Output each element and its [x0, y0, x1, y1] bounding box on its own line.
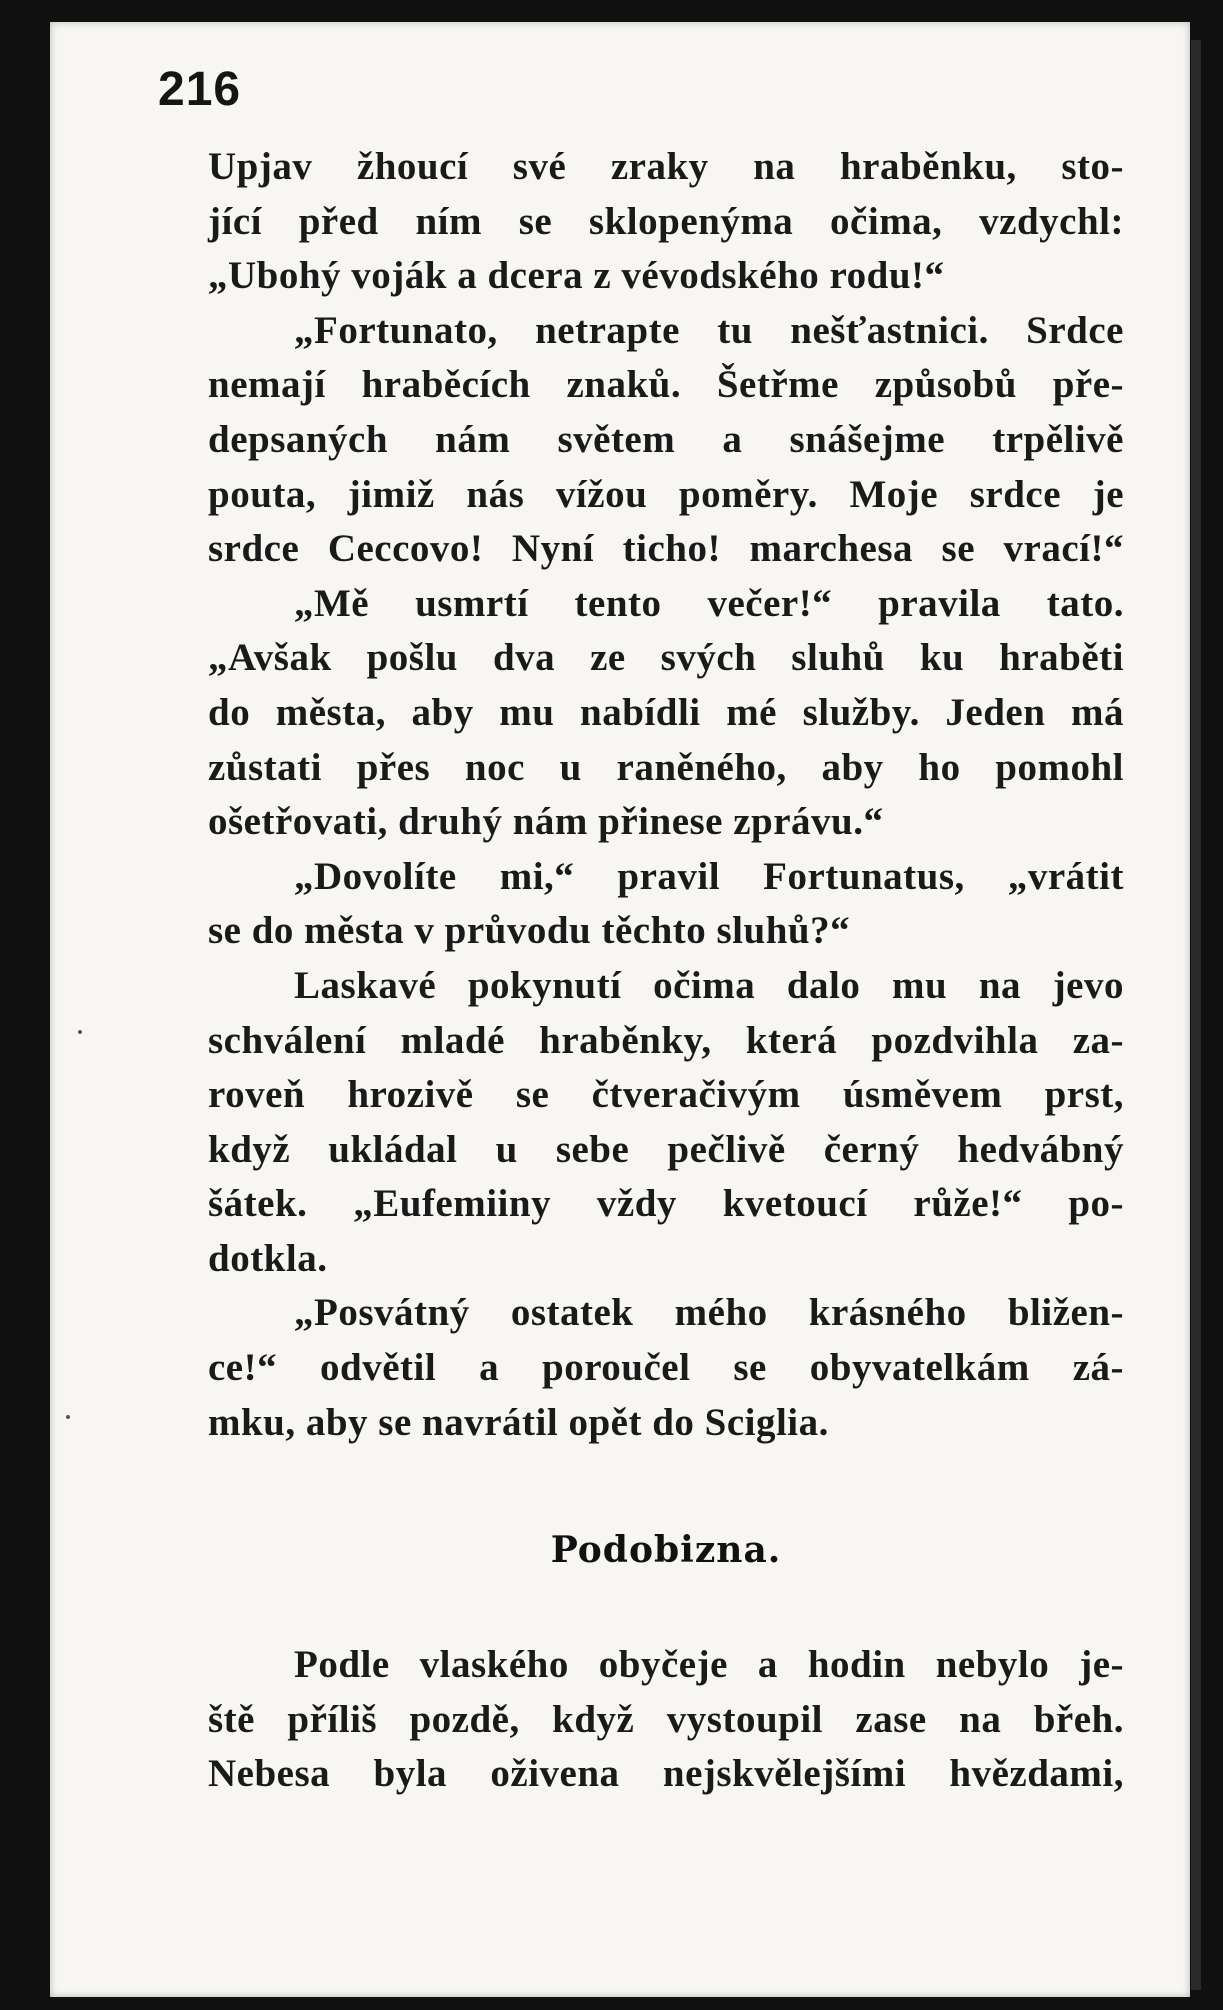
- text-line: Laskavé pokynutí očima dalo mu na jevo: [294, 963, 1124, 1007]
- text-line: mku, aby se navrátil opět do Sciglia.: [208, 1400, 829, 1444]
- text-line: jící před ním se sklopenýma očima, vzdychl:: [208, 199, 1124, 243]
- text-line: nemají hraběcích znaků. Šetřme způsobů pře-: [208, 363, 1124, 407]
- text-line: „Posvátný ostatek mého krásného bližen-: [294, 1291, 1124, 1335]
- dust-speck: [66, 1415, 70, 1419]
- dust-speck: [78, 1030, 82, 1034]
- text-line: pouta, jimiž nás vížou poměry. Moje srdce je: [208, 472, 1124, 516]
- text-line: když ukládal u sebe pečlivě černý hedvábný: [208, 1127, 1124, 1171]
- text-line: ště příliš pozdě, když vystoupil zase na břeh.: [208, 1697, 1124, 1741]
- text-line: Nebesa byla oživena nejskvělejšími hvězdami,: [208, 1752, 1124, 1796]
- text-line: Upjav žhoucí své zraky na hraběnku, sto-: [208, 145, 1124, 188]
- text-line: se do města v průvodu těchto sluhů?“: [208, 909, 851, 953]
- text-line: depsaných nám světem a snášejme trpělivě: [208, 417, 1124, 461]
- text-line: ce!“ odvětil a poroučel se obyvatelkám zá-: [208, 1346, 1124, 1390]
- text-line: schválení mladé hraběnky, která pozdvihla za-: [208, 1018, 1124, 1062]
- text-line: „Avšak pošlu dva ze svých sluhů ku hraběti: [208, 636, 1124, 680]
- text-line: roveň hrozivě se čtveračivým úsměvem prst,: [208, 1073, 1124, 1117]
- page-number: 216: [158, 63, 242, 116]
- text-line: „Fortunato, netrapte tu nešťastnici. Srdce: [294, 308, 1124, 352]
- text-line: „Ubohý voják a dcera z vévodského rodu!“: [208, 254, 945, 298]
- text-line: „Dovolíte mi,“ pravil Fortunatus, „vrátit: [294, 854, 1124, 898]
- text-line: do města, aby mu nabídli mé služby. Jeden má: [208, 690, 1124, 734]
- section-text: [208, 1638, 1124, 1802]
- text-line: Podle vlaského obyčeje a hodin nebylo je-: [294, 1643, 1124, 1686]
- text-line: „Mě usmrtí tento večer!“ pravila tato.: [294, 581, 1124, 625]
- page-edge-shadow: [1191, 40, 1201, 1990]
- text-line: dotkla.: [208, 1236, 328, 1280]
- text-line: zůstati přes noc u raněného, aby ho pomohl: [208, 745, 1124, 789]
- text-line: ošetřovati, druhý nám přinese zprávu.“: [208, 800, 884, 844]
- section-heading: Podobizna.: [550, 1529, 782, 1571]
- text-line: srdce Ceccovo! Nyní ticho! marchesa se vrací!“: [208, 527, 1124, 571]
- body-text: [208, 140, 1124, 1450]
- text-line: šátek. „Eufemiiny vždy kvetoucí růže!“ po-: [208, 1182, 1124, 1226]
